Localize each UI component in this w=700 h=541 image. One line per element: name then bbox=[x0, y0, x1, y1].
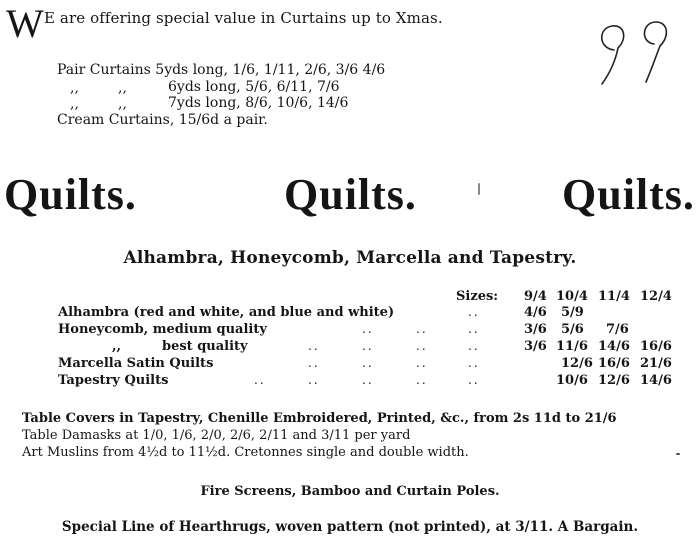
headline-quilts-3: Quilts. bbox=[562, 170, 695, 219]
size-col-2: 10/4 bbox=[556, 289, 588, 304]
price-cell: 11/6 bbox=[556, 339, 588, 354]
quilt-types-heading: Alhambra, Honeycomb, Marcella and Tapestry. bbox=[123, 248, 577, 268]
leader-dots: .. bbox=[308, 356, 320, 370]
art-muslins-notice: Art Muslins from 4½d to 11½d. Cretonnes single and double width. bbox=[22, 445, 469, 460]
price-cell: 16/6 bbox=[598, 356, 630, 371]
price-cell: 12/6 bbox=[598, 373, 630, 388]
price-cell: 10/6 bbox=[556, 373, 588, 388]
ditto-mark: ,, bbox=[118, 80, 127, 96]
leader-dots: .. bbox=[308, 339, 320, 353]
scan-speck bbox=[478, 183, 480, 195]
leader-dots: .. bbox=[416, 373, 428, 387]
table-row-name: best quality bbox=[162, 339, 248, 354]
size-col-3: 11/4 bbox=[598, 289, 630, 304]
ditto-mark: ,, bbox=[70, 96, 79, 112]
leader-dots: .. bbox=[416, 322, 428, 336]
headline-quilts-2: Quilts. bbox=[284, 170, 417, 219]
price-cell: 14/6 bbox=[640, 373, 672, 388]
leader-dots: .. bbox=[362, 339, 374, 353]
price-cell: 7/6 bbox=[606, 322, 629, 337]
price-cell: 5/6 bbox=[561, 322, 584, 337]
size-col-4: 12/4 bbox=[640, 289, 672, 304]
price-cell: 21/6 bbox=[640, 356, 672, 371]
leader-dots: .. bbox=[468, 373, 480, 387]
price-cell: 12/6 bbox=[561, 356, 593, 371]
table-row-name: Honeycomb, medium quality bbox=[58, 322, 267, 337]
price-cell: 14/6 bbox=[598, 339, 630, 354]
leader-dots: .. bbox=[468, 322, 480, 336]
scan-speck bbox=[676, 453, 680, 455]
fire-screens-line: Fire Screens, Bamboo and Curtain Poles. bbox=[200, 484, 500, 499]
price-cell: 5/9 bbox=[561, 305, 584, 320]
price-cell: 3/6 bbox=[524, 339, 547, 354]
size-col-1: 9/4 bbox=[524, 289, 547, 304]
price-cell: 16/6 bbox=[640, 339, 672, 354]
price-cell: 3/6 bbox=[524, 322, 547, 337]
curtain-line-1: Pair Curtains 5yds long, 1/6, 1/11, 2/6, 3/6 4/6 bbox=[57, 62, 386, 78]
curtain-line-2: 6yds long, 5/6, 6/11, 7/6 bbox=[168, 79, 340, 95]
intro-line: E are offering special value in Curtains up to Xmas. bbox=[44, 9, 443, 27]
table-row-name: Tapestry Quilts bbox=[58, 373, 169, 388]
drop-cap: W bbox=[6, 1, 44, 46]
ditto-mark: ,, bbox=[70, 80, 79, 96]
headline-quilts-1: Quilts. bbox=[4, 170, 137, 219]
leader-dots: .. bbox=[362, 373, 374, 387]
leader-dots: .. bbox=[416, 356, 428, 370]
table-covers-notice: Table Covers in Tapestry, Chenille Embroidered, Printed, &c., from 2s 11d to 21/6 bbox=[22, 411, 617, 426]
leader-dots: .. bbox=[362, 322, 374, 336]
leader-dots: .. bbox=[468, 305, 480, 319]
hearthrugs-line: Special Line of Hearthrugs, woven pattern (not printed), at 3/11. A Bargain. bbox=[61, 519, 639, 535]
leader-dots: .. bbox=[308, 373, 320, 387]
ditto-mark: ,, bbox=[118, 96, 127, 112]
table-row-name: Marcella Satin Quilts bbox=[58, 356, 214, 371]
ditto-mark: ,, bbox=[112, 339, 122, 354]
leader-dots: .. bbox=[254, 373, 266, 387]
leader-dots: .. bbox=[468, 356, 480, 370]
table-damasks-notice: Table Damasks at 1/0, 1/6, 2/0, 2/6, 2/11 and 3/11 per yard bbox=[22, 428, 411, 443]
table-row-name: Alhambra (red and white, and blue and white) bbox=[58, 305, 395, 320]
leader-dots: .. bbox=[468, 339, 480, 353]
curtain-line-4: Cream Curtains, 15/6d a pair. bbox=[57, 112, 268, 128]
handwritten-number bbox=[592, 8, 692, 88]
curtain-line-3: 7yds long, 8/6, 10/6, 14/6 bbox=[168, 95, 349, 111]
sizes-label: Sizes: bbox=[456, 289, 499, 304]
price-cell: 4/6 bbox=[524, 305, 547, 320]
leader-dots: .. bbox=[362, 356, 374, 370]
leader-dots: .. bbox=[416, 339, 428, 353]
